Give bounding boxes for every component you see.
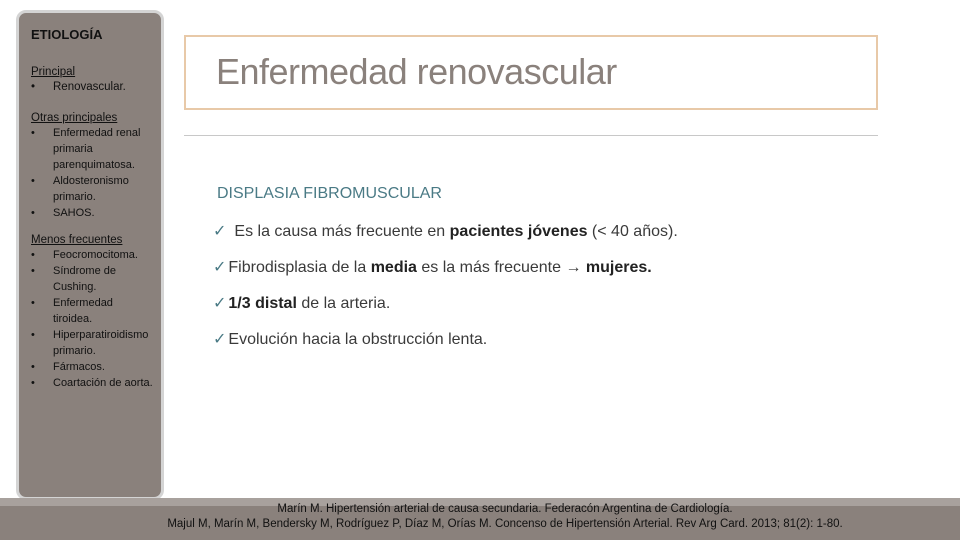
bullet-icon: • — [31, 81, 36, 93]
sidebar-heading: ETIOLOGÍA — [31, 27, 103, 42]
references — [0, 502, 960, 532]
list-item: • Renovascular. — [31, 81, 126, 93]
section-principal — [31, 65, 153, 95]
section-subtitle: DISPLASIA FIBROMUSCULAR — [217, 185, 442, 202]
bullet-icon: • — [31, 361, 35, 373]
bullet-icon: • — [31, 265, 35, 277]
emphasis-text: mujeres. — [585, 259, 652, 276]
checkmark-icon: ✓ — [213, 223, 227, 240]
checkmark-icon: ✓ — [213, 295, 227, 312]
bullet-icon: • — [31, 377, 35, 389]
bullet-list — [31, 79, 153, 95]
list-item: • Enfermedad renal primaria parenquimatosa. — [31, 127, 141, 171]
bullet-list — [31, 247, 153, 391]
list-item: • Aldosteronismo primario. — [31, 175, 129, 203]
bullet-icon: • — [31, 297, 35, 309]
point-text: (< 40 años). — [587, 223, 678, 240]
section-heading: Otras principales — [31, 112, 118, 124]
bullet-list — [31, 125, 153, 221]
list-item: • SAHOS. — [31, 207, 95, 219]
key-points-list — [213, 220, 913, 364]
point-text: Es la causa más frecuente en — [234, 223, 450, 240]
bullet-icon: • — [31, 249, 35, 261]
checkmark-icon: ✓ — [213, 259, 227, 276]
list-item: • Fármacos. — [31, 361, 105, 373]
point-text: es la más frecuente → — [416, 259, 586, 276]
title-divider — [184, 135, 878, 136]
key-point — [213, 256, 913, 292]
checkmark-icon: ✓ — [213, 331, 227, 348]
section-heading: Principal — [31, 66, 76, 78]
key-point — [213, 328, 913, 364]
bullet-icon: • — [31, 207, 35, 219]
list-item: • Enfermedad tiroidea. — [31, 297, 113, 325]
reference-2: Majul M, Marín M, Bendersky M, Rodríguez P, Díaz M, Orías M. Concenso de Hipertensión Arterial. Rev Arg Card. 2013; 81(2): 1-80. — [167, 518, 843, 530]
point-text: Fibrodisplasia de la — [228, 259, 371, 276]
section-otras-principales — [31, 111, 153, 221]
bullet-icon: • — [31, 127, 35, 139]
bullet-icon: • — [31, 329, 35, 341]
emphasis-text: media — [370, 259, 417, 276]
emphasis-text: 1/3 distal — [228, 295, 297, 312]
section-menos-frecuentes — [31, 233, 153, 391]
title-box — [184, 35, 878, 110]
reference-1: Marín M. Hipertensión arterial de causa secundaria. Federacón Argentina de Cardiología. — [277, 503, 733, 515]
point-text: de la arteria. — [296, 295, 391, 312]
key-point — [213, 220, 913, 256]
list-item: • Síndrome de Cushing. — [31, 265, 116, 293]
list-item: • Hiperparatiroidismo primario. — [31, 329, 149, 357]
list-item: • Coartación de aorta. — [31, 377, 153, 389]
section-heading: Menos frecuentes — [31, 234, 123, 246]
point-text: Evolución hacia la obstrucción lenta. — [228, 331, 488, 348]
list-item: • Feocromocitoma. — [31, 249, 138, 261]
etiology-sidebar — [16, 10, 164, 500]
key-point — [213, 292, 913, 328]
slide-title: Enfermedad renovascular — [216, 51, 617, 92]
emphasis-text: pacientes jóvenes — [449, 223, 588, 240]
bullet-icon: • — [31, 175, 35, 187]
